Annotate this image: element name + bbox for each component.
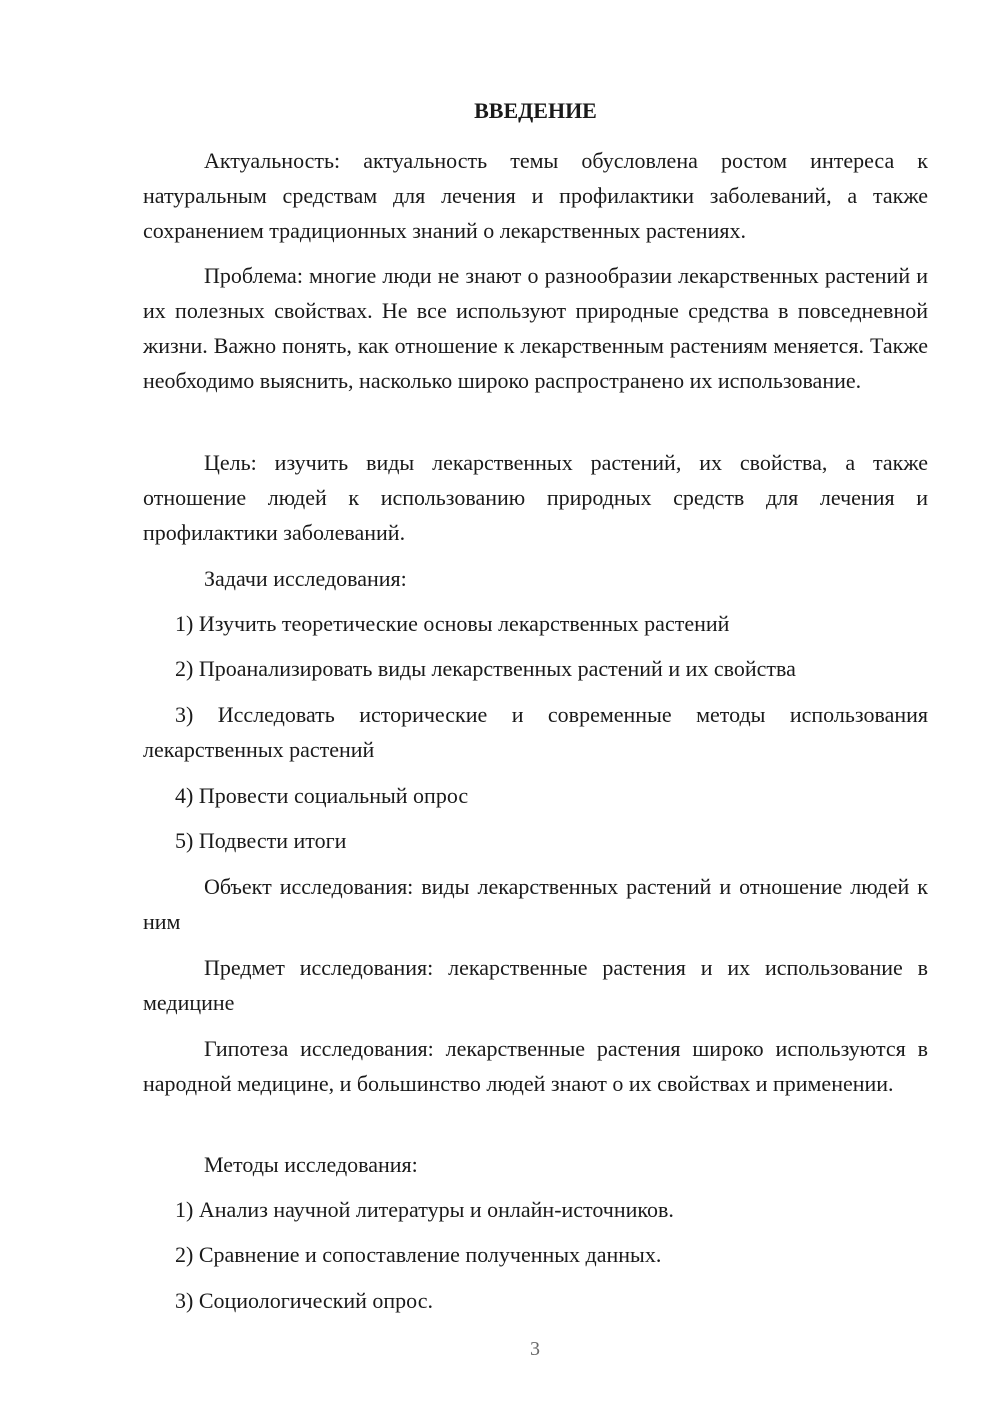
- relevance-paragraph: Актуальность: актуальность темы обусловлена ростом интереса к натуральным средствам для лечения и профилактики заболеваний, а также сохранением традиционных знаний о лекарственных растениях.: [143, 148, 928, 243]
- methods-heading: Методы исследования:: [204, 1152, 418, 1177]
- method-item: 1) Анализ научной литературы и онлайн-источников.: [175, 1197, 674, 1222]
- task-item: 2) Проанализировать виды лекарственных растений и их свойства: [175, 656, 796, 681]
- object-paragraph: Объект исследования: виды лекарственных растений и отношение людей к ним: [143, 874, 928, 934]
- page-number: 3: [530, 1338, 540, 1360]
- task-item: 1) Изучить теоретические основы лекарственных растений: [175, 611, 730, 636]
- method-item: 2) Сравнение и сопоставление полученных данных.: [175, 1242, 662, 1267]
- task-item: 5) Подвести итоги: [175, 828, 347, 853]
- hypothesis-paragraph: Гипотеза исследования: лекарственные растения широко используются в народной медицине, и большинство людей знают о их свойствах и применении.: [143, 1036, 928, 1096]
- problem-paragraph: Проблема: многие люди не знают о разнообразии лекарственных растений и их полезных свойствах. Не все используют природные средства в повседневной жизни. Важно понять, как отношение к лекарственным растениям меняется. Также необходимо выяснить, насколько широко распространено их использование.: [143, 263, 928, 393]
- tasks-heading: Задачи исследования:: [204, 566, 407, 591]
- page-title: ВВЕДЕНИЕ: [474, 98, 597, 123]
- goal-paragraph: Цель: изучить виды лекарственных растений, их свойства, а также отношение людей к использованию природных средств для лечения и профилактики заболеваний.: [143, 450, 928, 545]
- subject-paragraph: Предмет исследования: лекарственные растения и их использование в медицине: [143, 955, 928, 1015]
- method-item: 3) Социологический опрос.: [175, 1288, 433, 1313]
- task-item: 4) Провести социальный опрос: [175, 783, 469, 808]
- task-item: 3) Исследовать исторические и современные методы использования лекарственных растений: [143, 702, 928, 762]
